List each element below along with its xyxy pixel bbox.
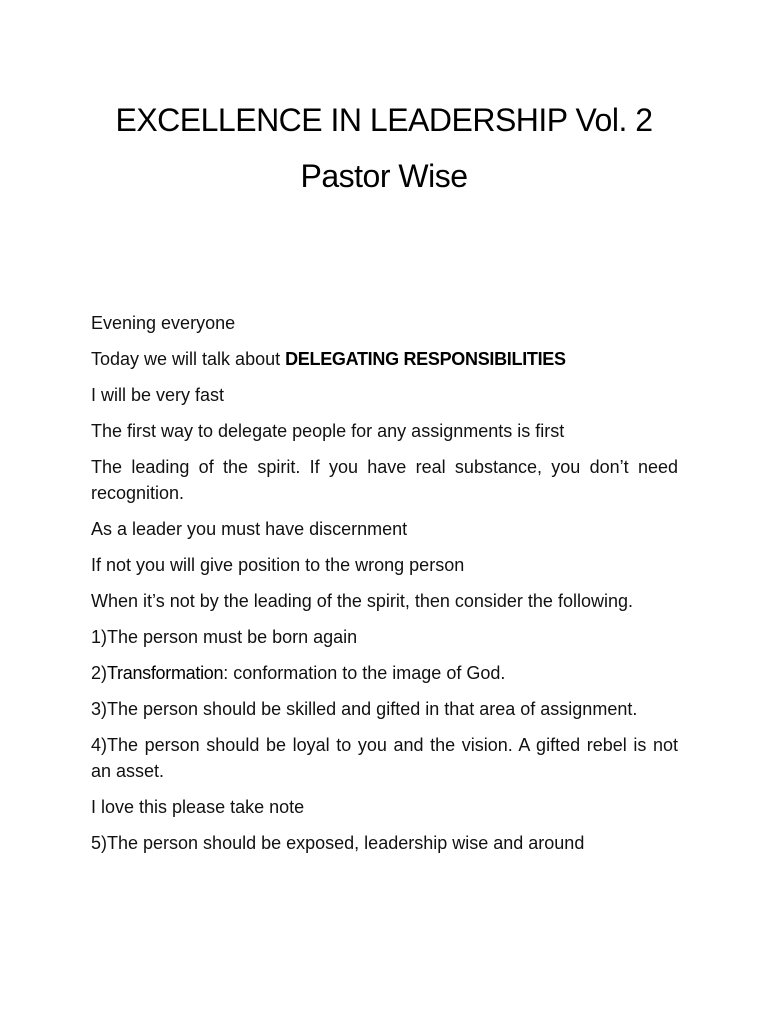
paragraph-text: : conformation to the image of God.	[223, 663, 506, 683]
paragraph-greeting	[91, 310, 678, 336]
list-item-transformation	[91, 660, 678, 686]
list-number: 2)	[91, 663, 108, 683]
paragraph-text: 3)The person should be skilled and gifted in that area of assignment.	[91, 699, 638, 719]
paragraph-text: The first way to delegate people for any assignments is first	[91, 421, 565, 441]
paragraph-discernment	[91, 516, 678, 542]
paragraph-text: Evening everyone	[91, 313, 236, 333]
transformation-emphasis: Transformation	[107, 663, 224, 683]
paragraph-text: The leading of the spirit. If you have real substance, you don’t need recognition.	[91, 457, 678, 503]
document-title: EXCELLENCE IN LEADERSHIP Vol. 2	[115, 102, 653, 138]
paragraph-text: Today we will talk about	[91, 349, 286, 369]
list-item-born-again	[91, 624, 678, 650]
paragraph-text: 5)The person should be exposed, leadership wise and around	[91, 833, 585, 853]
paragraph-consider	[91, 588, 678, 614]
paragraph-text: As a leader you must have discernment	[91, 519, 408, 539]
paragraph-text: When it’s not by the leading of the spirit, then consider the following.	[91, 591, 633, 611]
topic-emphasis: DELEGATING RESPONSIBILITIES	[285, 349, 566, 369]
paragraph-text: I will be very fast	[91, 385, 225, 405]
document-author: Pastor Wise	[300, 158, 468, 194]
paragraph-take-note	[91, 794, 678, 820]
paragraph-text: 1)The person must be born again	[91, 627, 358, 647]
title-block	[0, 92, 768, 204]
paragraph-fast	[91, 382, 678, 408]
paragraph-text: 4)The person should be loyal to you and the vision. A gifted rebel is not an asset.	[91, 735, 678, 781]
list-item-exposed	[91, 830, 678, 856]
paragraph-text: If not you will give position to the wrong person	[91, 555, 465, 575]
paragraph-first-way	[91, 418, 678, 444]
list-item-loyal	[91, 732, 678, 784]
document-body	[91, 310, 678, 866]
paragraph-leading-spirit	[91, 454, 678, 506]
list-item-skilled	[91, 696, 678, 722]
paragraph-wrong-person	[91, 552, 678, 578]
paragraph-topic	[91, 346, 678, 372]
paragraph-text: I love this please take note	[91, 797, 305, 817]
